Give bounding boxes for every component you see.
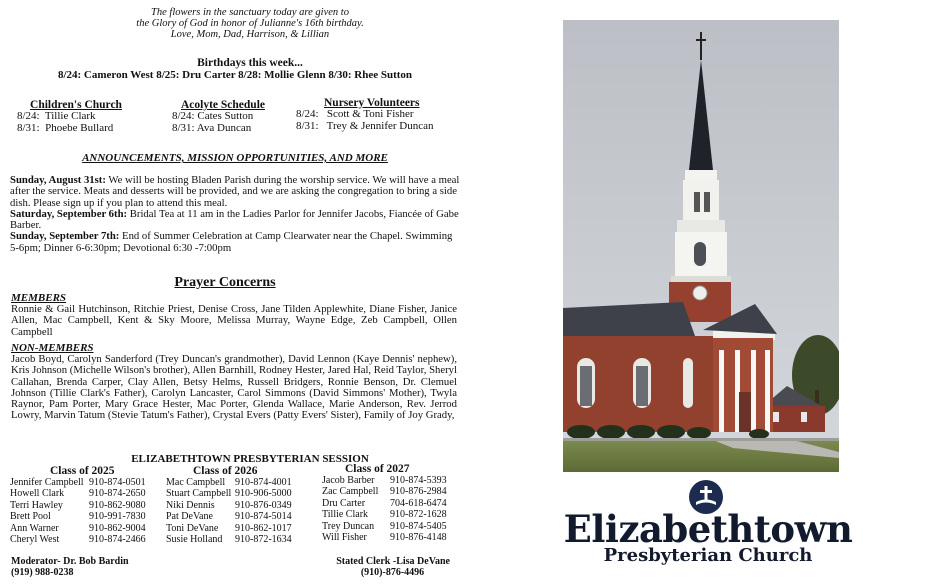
clerk-info bbox=[335, 556, 450, 578]
session-class-2025 bbox=[10, 465, 160, 545]
flowers-dedication bbox=[60, 7, 440, 40]
schedule-row: 8/24: Tillie Clark bbox=[17, 110, 96, 122]
session-member: Cheryl West 910-874-2466 bbox=[10, 534, 146, 546]
session-member: Howell Clark 910-874-2650 bbox=[10, 488, 146, 500]
session-member: Mac Campbell 910-874-4001 bbox=[166, 477, 292, 488]
session-class-2026 bbox=[166, 465, 316, 545]
nursery-title: Nursery Volunteers bbox=[324, 97, 420, 109]
session-member: Terri Hawley 910-862-9080 bbox=[10, 499, 146, 511]
flowers-line: Love, Mom, Dad, Harrison, & Lillian bbox=[170, 29, 330, 40]
session-member: Trey Duncan 910-874-5405 bbox=[322, 520, 447, 532]
session-member: Stuart Campbell 910-906-5000 bbox=[166, 488, 292, 500]
session-member: Dru Carter 704-618-6474 bbox=[322, 497, 447, 509]
clerk-phone: (910)-876-4496 bbox=[360, 567, 425, 578]
prayer-concerns-title: Prayer Concerns bbox=[174, 275, 276, 290]
session-class-2027 bbox=[322, 463, 472, 543]
announcements-list bbox=[10, 175, 460, 254]
announcement-item bbox=[10, 209, 460, 232]
schedule-row: 8/31: Phoebe Bullard bbox=[17, 121, 114, 134]
church-name: Elizabethtown bbox=[563, 507, 853, 551]
members-heading: MEMBERS bbox=[11, 292, 67, 304]
announcement-text: Bridal Tea at 11 am in the Ladies Parlor for Jennifer Jacobs, Fiancée of Gabe Barber. bbox=[10, 207, 459, 232]
church-building bbox=[563, 302, 777, 432]
session-member: Jennifer Campbell 910-874-0501 bbox=[10, 477, 146, 488]
clerk-name: Stated Clerk -Lisa DeVane bbox=[336, 556, 450, 567]
session-member: Pat DeVane 910-874-5014 bbox=[166, 511, 292, 523]
prayer-nonmembers-section bbox=[11, 342, 457, 422]
church-illustration bbox=[563, 20, 839, 472]
nursery-volunteers-schedule bbox=[296, 97, 466, 132]
prayer-members-section bbox=[11, 292, 457, 338]
announcement-date: Sunday, August 31st: bbox=[10, 174, 106, 186]
moderator-name: Moderator- Dr. Bob Bardin bbox=[11, 556, 129, 567]
announcement-text: We will be hosting Bladen Parish during the worship service. We will have a meal after the service. Meats and desserts will be provided, and we are asking the congregation to bring a side dish. Please sign up if you plan to attend this meal. bbox=[10, 174, 460, 209]
session-member: Tillie Clark 910-872-1628 bbox=[322, 509, 447, 521]
announcement-date: Saturday, September 6th: bbox=[10, 207, 128, 220]
moderator-phone: (919) 988-0238 bbox=[11, 567, 74, 578]
session-member: Niki Dennis 910-876-0349 bbox=[166, 499, 292, 511]
birthdays-list: 8/24: Cameron West 8/25: Dru Carter 8/28: Mollie Glenn 8/30: Rhee Sutton bbox=[57, 69, 413, 81]
acolyte-schedule bbox=[172, 99, 302, 134]
schedule-row: 8/24: Scott & Toni Fisher bbox=[296, 108, 414, 120]
church-subtitle: Presbyterian Church bbox=[603, 545, 813, 566]
class-title: Class of 2027 bbox=[345, 463, 410, 475]
announcement-item bbox=[10, 175, 460, 209]
announcement-text: End of Summer Celebration at Camp Clearwater near the Chapel. Swimming 5-6pm; Dinner 6-6:30pm; Devotional 6:30 -7:00pm bbox=[10, 230, 453, 254]
session-member: Zac Campbell 910-876-2984 bbox=[322, 486, 447, 498]
church-photo bbox=[563, 20, 839, 472]
acolyte-title: Acolyte Schedule bbox=[181, 99, 266, 111]
moderator-info bbox=[11, 556, 129, 578]
session-member: Ann Warner 910-862-9004 bbox=[10, 522, 146, 534]
session-title: ELIZABETHTOWN PRESBYTERIAN SESSION bbox=[131, 453, 369, 465]
session-member: Jacob Barber 910-874-5393 bbox=[322, 475, 447, 486]
members-list: Ronnie & Gail Hutchinson, Ritchie Priest, Denise Cross, Jane Tilden Applewhite, Diane Fisher, Janice Allen, Mac Campbell, Kent & Sky Moore, Melissa Murray, Wayne Edge, Zeb Campbell, Ollen Campbell bbox=[11, 303, 457, 338]
class-title: Class of 2026 bbox=[193, 465, 258, 477]
schedule-row: 8/24: Cates Sutton bbox=[172, 110, 254, 122]
flowers-line: the Glory of God in honor of Julianne's 16th birthday. bbox=[136, 18, 364, 29]
birthdays-title: Birthdays this week... bbox=[197, 57, 303, 69]
childrens-church-schedule bbox=[12, 99, 162, 134]
schedule-row: 8/31: Ava Duncan bbox=[172, 121, 252, 134]
announcement-item bbox=[10, 231, 460, 254]
childrens-church-title: Children's Church bbox=[30, 99, 122, 111]
nonmembers-list: Jacob Boyd, Carolyn Sanderford (Trey Duncan's grandmother), David Lennon (Kaye Dennis' nephew), Kris Johnson (Michelle Wilson's brother), Allen Barnhill, Rodney Hester, Jared Hal, Reid Taylor, Sheryl Callahan, Brenda Carper, Clay Allen, Betsy Helms, Russell Bridgers, Ronnie Benson, Dr. Clemuel Johnson (Tillie Clark's Father), Carolyn Lancaster, Carol Simmons (David Simmons' Mother), Twyla Raynor, Pam Porter, Mary Grace Hester, Mac Porter, Glenda Wallace, Marie Anderson, Rev. Jerrod Lowry, Marvin Tatum (Stevie Tatum's Father), Crystal Evers (Patty Evers' Sister), Family of Joy Grady, bbox=[11, 353, 457, 422]
session-member: Susie Holland 910-872-1634 bbox=[166, 534, 292, 546]
session-member: Will Fisher 910-876-4148 bbox=[322, 532, 447, 544]
nonmembers-heading: NON-MEMBERS bbox=[11, 342, 94, 354]
flowers-line: The flowers in the sanctuary today are given to bbox=[151, 7, 349, 18]
schedule-row: 8/31: Trey & Jennifer Duncan bbox=[296, 119, 434, 132]
announcement-date: Sunday, September 7th: bbox=[10, 230, 120, 243]
session-member: Brett Pool 910-991-7830 bbox=[10, 511, 146, 523]
announcements-title: ANNOUNCEMENTS, MISSION OPPORTUNITIES, AND MORE bbox=[82, 152, 388, 164]
class-title: Class of 2025 bbox=[50, 465, 115, 477]
session-member: Toni DeVane 910-862-1017 bbox=[166, 522, 292, 534]
